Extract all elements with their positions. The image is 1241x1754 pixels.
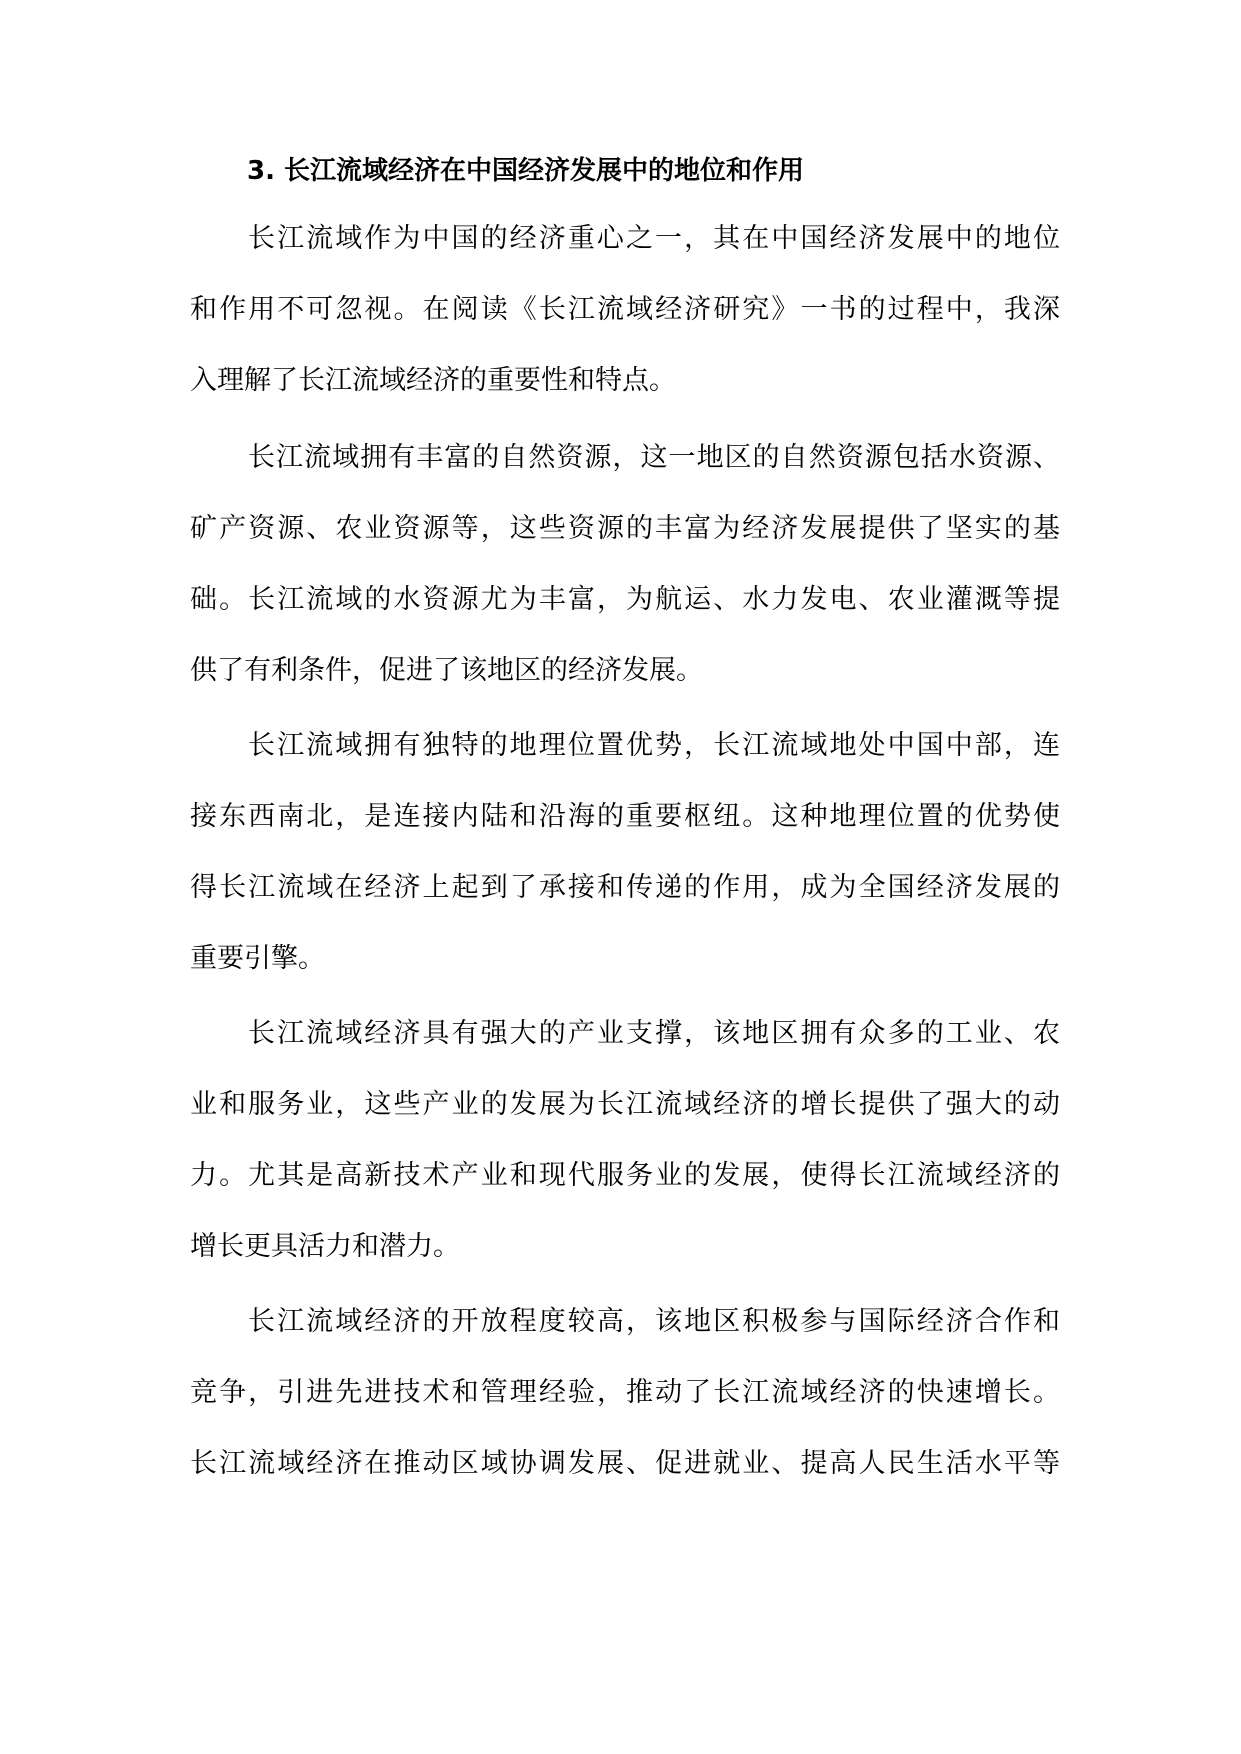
paragraph-role-and-status bbox=[190, 203, 1060, 416]
paragraph-line: 力。尤其是高新技术产业和现代服务业的发展，使得长江流域经济的 bbox=[190, 1160, 1060, 1191]
paragraph-line: 增长更具活力和潜力。 bbox=[190, 1231, 460, 1262]
paragraph-line: 接东西南北，是连接内陆和沿海的重要枢纽。这种地理位置的优势使 bbox=[190, 801, 1060, 832]
paragraph-line: 长江流域经济的开放程度较高，该地区积极参与国际经济合作和 bbox=[248, 1306, 1060, 1337]
paragraph-line: 础。长江流域的水资源尤为丰富，为航运、水力发电、农业灌溉等提 bbox=[190, 584, 1060, 615]
paragraph-industry-support bbox=[190, 998, 1060, 1282]
section-heading: 3. 长江流域经济在中国经济发展中的地位和作用 bbox=[247, 156, 805, 186]
paragraph-geographic-location bbox=[190, 710, 1060, 994]
document-page bbox=[190, 0, 1060, 1754]
paragraph-line: 供了有利条件，促进了该地区的经济发展。 bbox=[190, 655, 703, 686]
paragraph-line: 长江流域拥有丰富的自然资源，这一地区的自然资源包括水资源、 bbox=[248, 442, 1060, 473]
paragraph-line: 长江流域经济具有强大的产业支撑，该地区拥有众多的工业、农 bbox=[248, 1018, 1060, 1049]
paragraph-line: 长江流域拥有独特的地理位置优势，长江流域地处中国中部，连 bbox=[248, 730, 1060, 761]
paragraph-line: 长江流域经济在推动区域协调发展、促进就业、提高人民生活水平等 bbox=[190, 1448, 1060, 1479]
paragraph-openness bbox=[190, 1286, 1060, 1499]
paragraph-natural-resources bbox=[190, 422, 1060, 706]
paragraph-line: 业和服务业，这些产业的发展为长江流域经济的增长提供了强大的动 bbox=[190, 1089, 1060, 1120]
paragraph-line: 矿产资源、农业资源等，这些资源的丰富为经济发展提供了坚实的基 bbox=[190, 513, 1060, 544]
paragraph-line: 长江流域作为中国的经济重心之一，其在中国经济发展中的地位 bbox=[248, 223, 1060, 254]
paragraph-line: 和作用不可忽视。在阅读《长江流域经济研究》一书的过程中，我深 bbox=[190, 294, 1060, 325]
paragraph-line: 竞争，引进先进技术和管理经验，推动了长江流域经济的快速增长。 bbox=[190, 1377, 1060, 1408]
paragraph-line: 重要引擎。 bbox=[190, 943, 325, 974]
paragraph-line: 入理解了长江流域经济的重要性和特点。 bbox=[190, 365, 676, 396]
paragraph-line: 得长江流域在经济上起到了承接和传递的作用，成为全国经济发展的 bbox=[190, 872, 1060, 903]
